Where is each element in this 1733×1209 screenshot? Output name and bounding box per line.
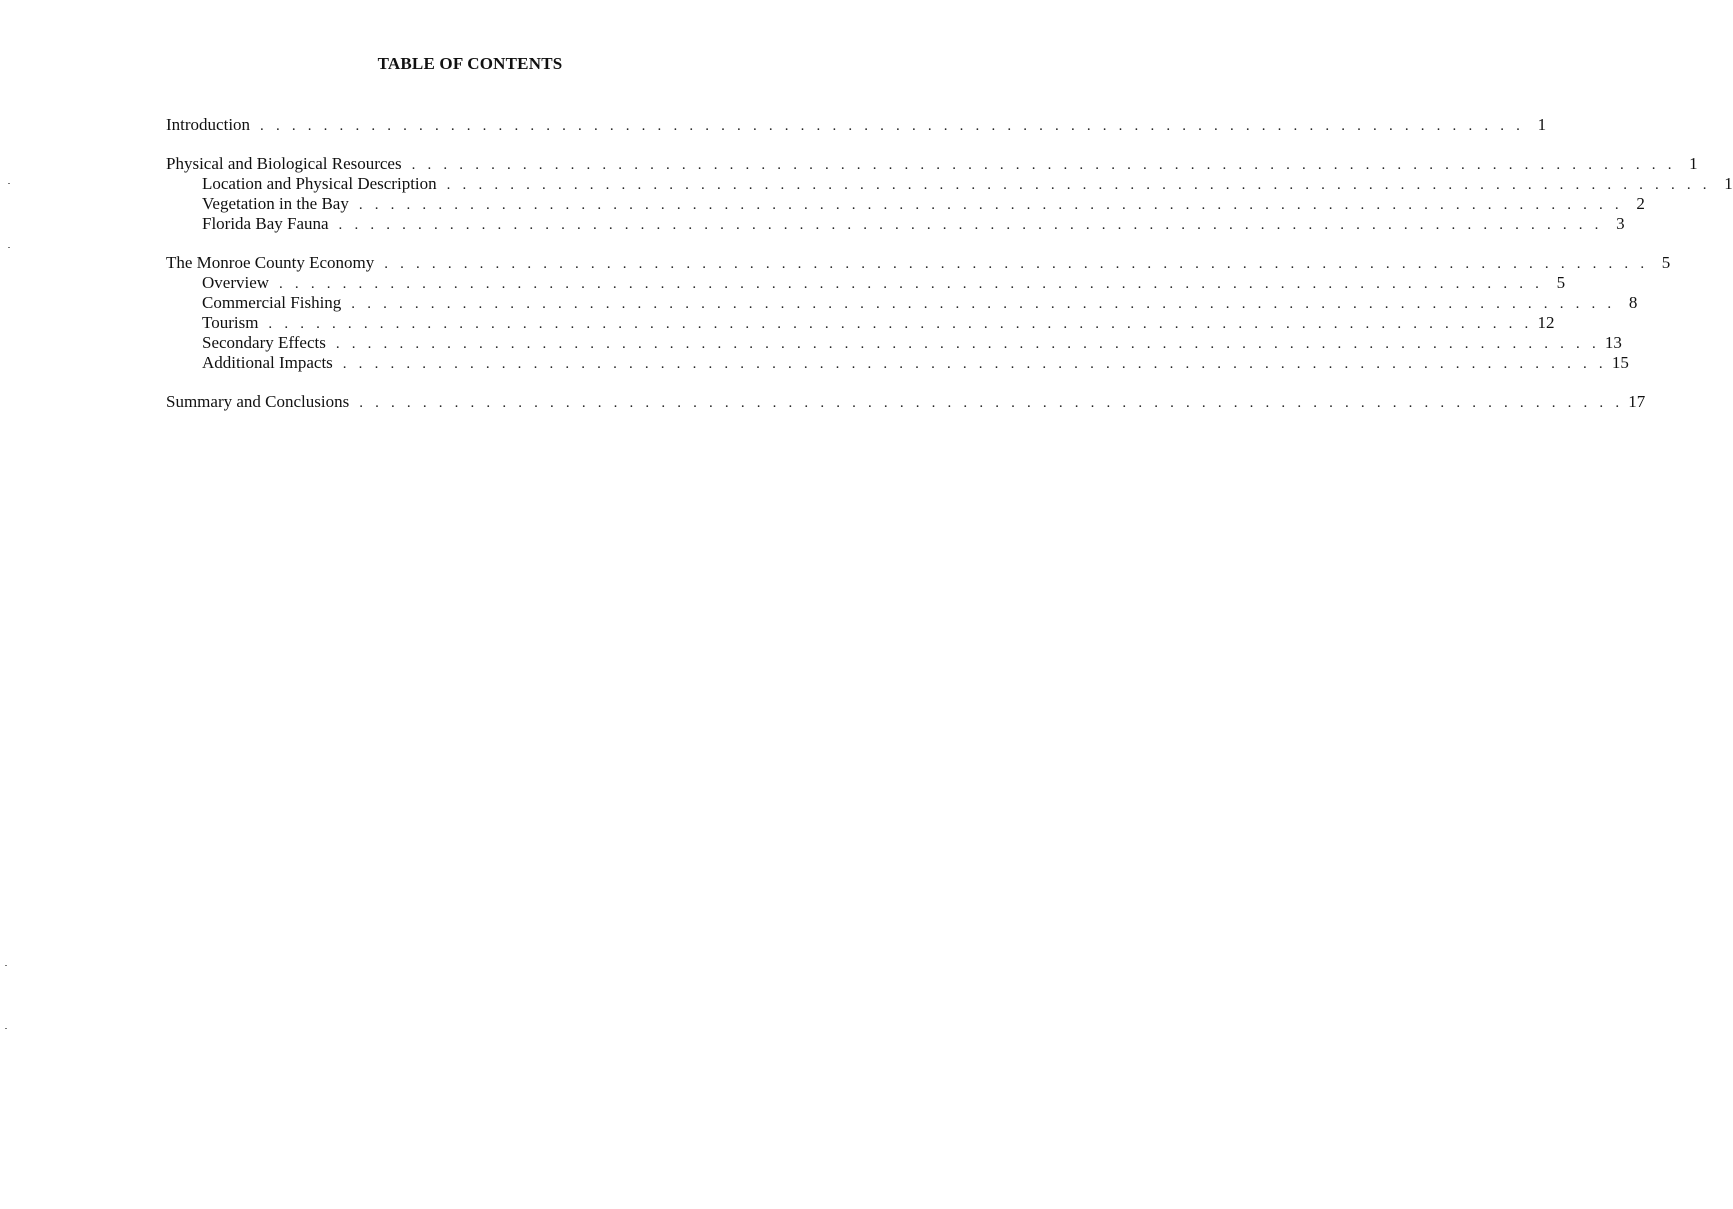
toc-subentry	[166, 194, 1645, 214]
table-of-contents	[166, 115, 1733, 431]
scan-speck	[8, 247, 10, 248]
toc-subentry	[166, 273, 1566, 293]
toc-page-number: 1	[1689, 154, 1698, 173]
toc-page-number: 2	[1636, 194, 1645, 213]
toc-entry	[166, 392, 1646, 412]
toc-entry-label: The Monroe County Economy	[166, 253, 375, 272]
toc-entry-label: Secondary Effects	[202, 333, 326, 352]
toc-page-number: 13	[1604, 333, 1622, 352]
toc-entry	[166, 154, 1698, 174]
toc-subentry	[166, 333, 1622, 353]
dot-leader: . . . . . . . . . . . . . . . . . . . . . . . . . . . . . . . . . . . . . . . . . . . . . . . . . . . . . . . . . . . . . . . . . . . . . . . . . . . . . . . .	[338, 217, 1603, 233]
dot-leader: . . . . . . . . . . . . . . . . . . . . . . . . . . . . . . . . . . . . . . . . . . . . . . . . . . . . . . . . . . . . . . . . . . . . . . . . . . . . . . . .	[279, 276, 1544, 292]
toc-page-number: 5	[1661, 253, 1671, 272]
dot-leader: . . . . . . . . . . . . . . . . . . . . . . . . . . . . . . . . . . . . . . . . . . . . . . . . . . . . . . . . . . . . . . . . . . . . . . . . . . . . . . . .	[384, 256, 1649, 272]
dot-leader: . . . . . . . . . . . . . . . . . . . . . . . . . . . . . . . . . . . . . . . . . . . . . . . . . . . . . . . . . . . . . . . . . . . . . . . . . . . . . . . .	[342, 356, 1607, 372]
toc-page-number: 15	[1611, 353, 1629, 372]
toc-section	[166, 253, 1671, 373]
toc-page-number: 8	[1628, 293, 1638, 312]
toc-page-number: 12	[1537, 313, 1555, 332]
dot-leader: . . . . . . . . . . . . . . . . . . . . . . . . . . . . . . . . . . . . . . . . . . . . . . . . . . . . . . . . . . . . . . . . . . . . . . . . . . . . . . . .	[411, 157, 1676, 173]
toc-section	[166, 115, 1547, 135]
toc-entry-label: Commercial Fishing	[202, 293, 342, 312]
toc-entry	[166, 253, 1671, 273]
dot-leader: . . . . . . . . . . . . . . . . . . . . . . . . . . . . . . . . . . . . . . . . . . . . . . . . . . . . . . . . . . . . . . . . . . . . . . . . . . . . . . . .	[351, 296, 1616, 312]
dot-leader: . . . . . . . . . . . . . . . . . . . . . . . . . . . . . . . . . . . . . . . . . . . . . . . . . . . . . . . . . . . . . . . . . . . . . . . . . . . . . . . .	[446, 177, 1711, 193]
dot-leader: . . . . . . . . . . . . . . . . . . . . . . . . . . . . . . . . . . . . . . . . . . . . . . . . . . . . . . . . . . . . . . . . . . . . . . . . . . . . . . . .	[260, 118, 1525, 134]
toc-entry-label: Summary and Conclusions	[166, 392, 350, 411]
toc-entry-label: Introduction	[166, 115, 251, 134]
toc-subentry	[166, 174, 1733, 194]
toc-subentry	[166, 293, 1638, 313]
toc-entry-label: Vegetation in the Bay	[202, 194, 349, 213]
toc-entry-label: Tourism	[202, 313, 259, 332]
toc-subentry	[166, 214, 1625, 234]
dot-leader: . . . . . . . . . . . . . . . . . . . . . . . . . . . . . . . . . . . . . . . . . . . . . . . . . . . . . . . . . . . . . . . . . . . . . . . . . . . . . . . .	[268, 316, 1533, 332]
toc-page-number: 3	[1616, 214, 1625, 233]
toc-entry-label: Physical and Biological Resources	[166, 154, 402, 173]
toc-entry-label: Florida Bay Fauna	[202, 214, 329, 233]
toc-page-number: 17	[1628, 392, 1646, 411]
scan-speck	[5, 965, 7, 966]
toc-subentry	[166, 313, 1555, 333]
toc-page-number: 5	[1556, 273, 1566, 292]
toc-page-number: 1	[1724, 174, 1733, 193]
page-title: TABLE OF CONTENTS	[377, 54, 563, 73]
toc-entry	[166, 115, 1547, 135]
dot-leader: . . . . . . . . . . . . . . . . . . . . . . . . . . . . . . . . . . . . . . . . . . . . . . . . . . . . . . . . . . . . . . . . . . . . . . . . . . . . . . . .	[359, 395, 1624, 411]
scan-speck	[8, 183, 10, 184]
scan-speck	[5, 1028, 7, 1029]
toc-entry-label: Additional Impacts	[202, 353, 333, 372]
toc-section	[166, 392, 1646, 412]
toc-subentry	[166, 353, 1629, 373]
toc-section	[166, 154, 1733, 234]
dot-leader: . . . . . . . . . . . . . . . . . . . . . . . . . . . . . . . . . . . . . . . . . . . . . . . . . . . . . . . . . . . . . . . . . . . . . . . . . . . . . . . .	[358, 197, 1623, 213]
dot-leader: . . . . . . . . . . . . . . . . . . . . . . . . . . . . . . . . . . . . . . . . . . . . . . . . . . . . . . . . . . . . . . . . . . . . . . . . . . . . . . . .	[335, 336, 1600, 352]
toc-entry-label: Location and Physical Description	[202, 174, 437, 193]
toc-entry-label: Overview	[202, 273, 270, 292]
toc-page-number: 1	[1537, 115, 1547, 134]
